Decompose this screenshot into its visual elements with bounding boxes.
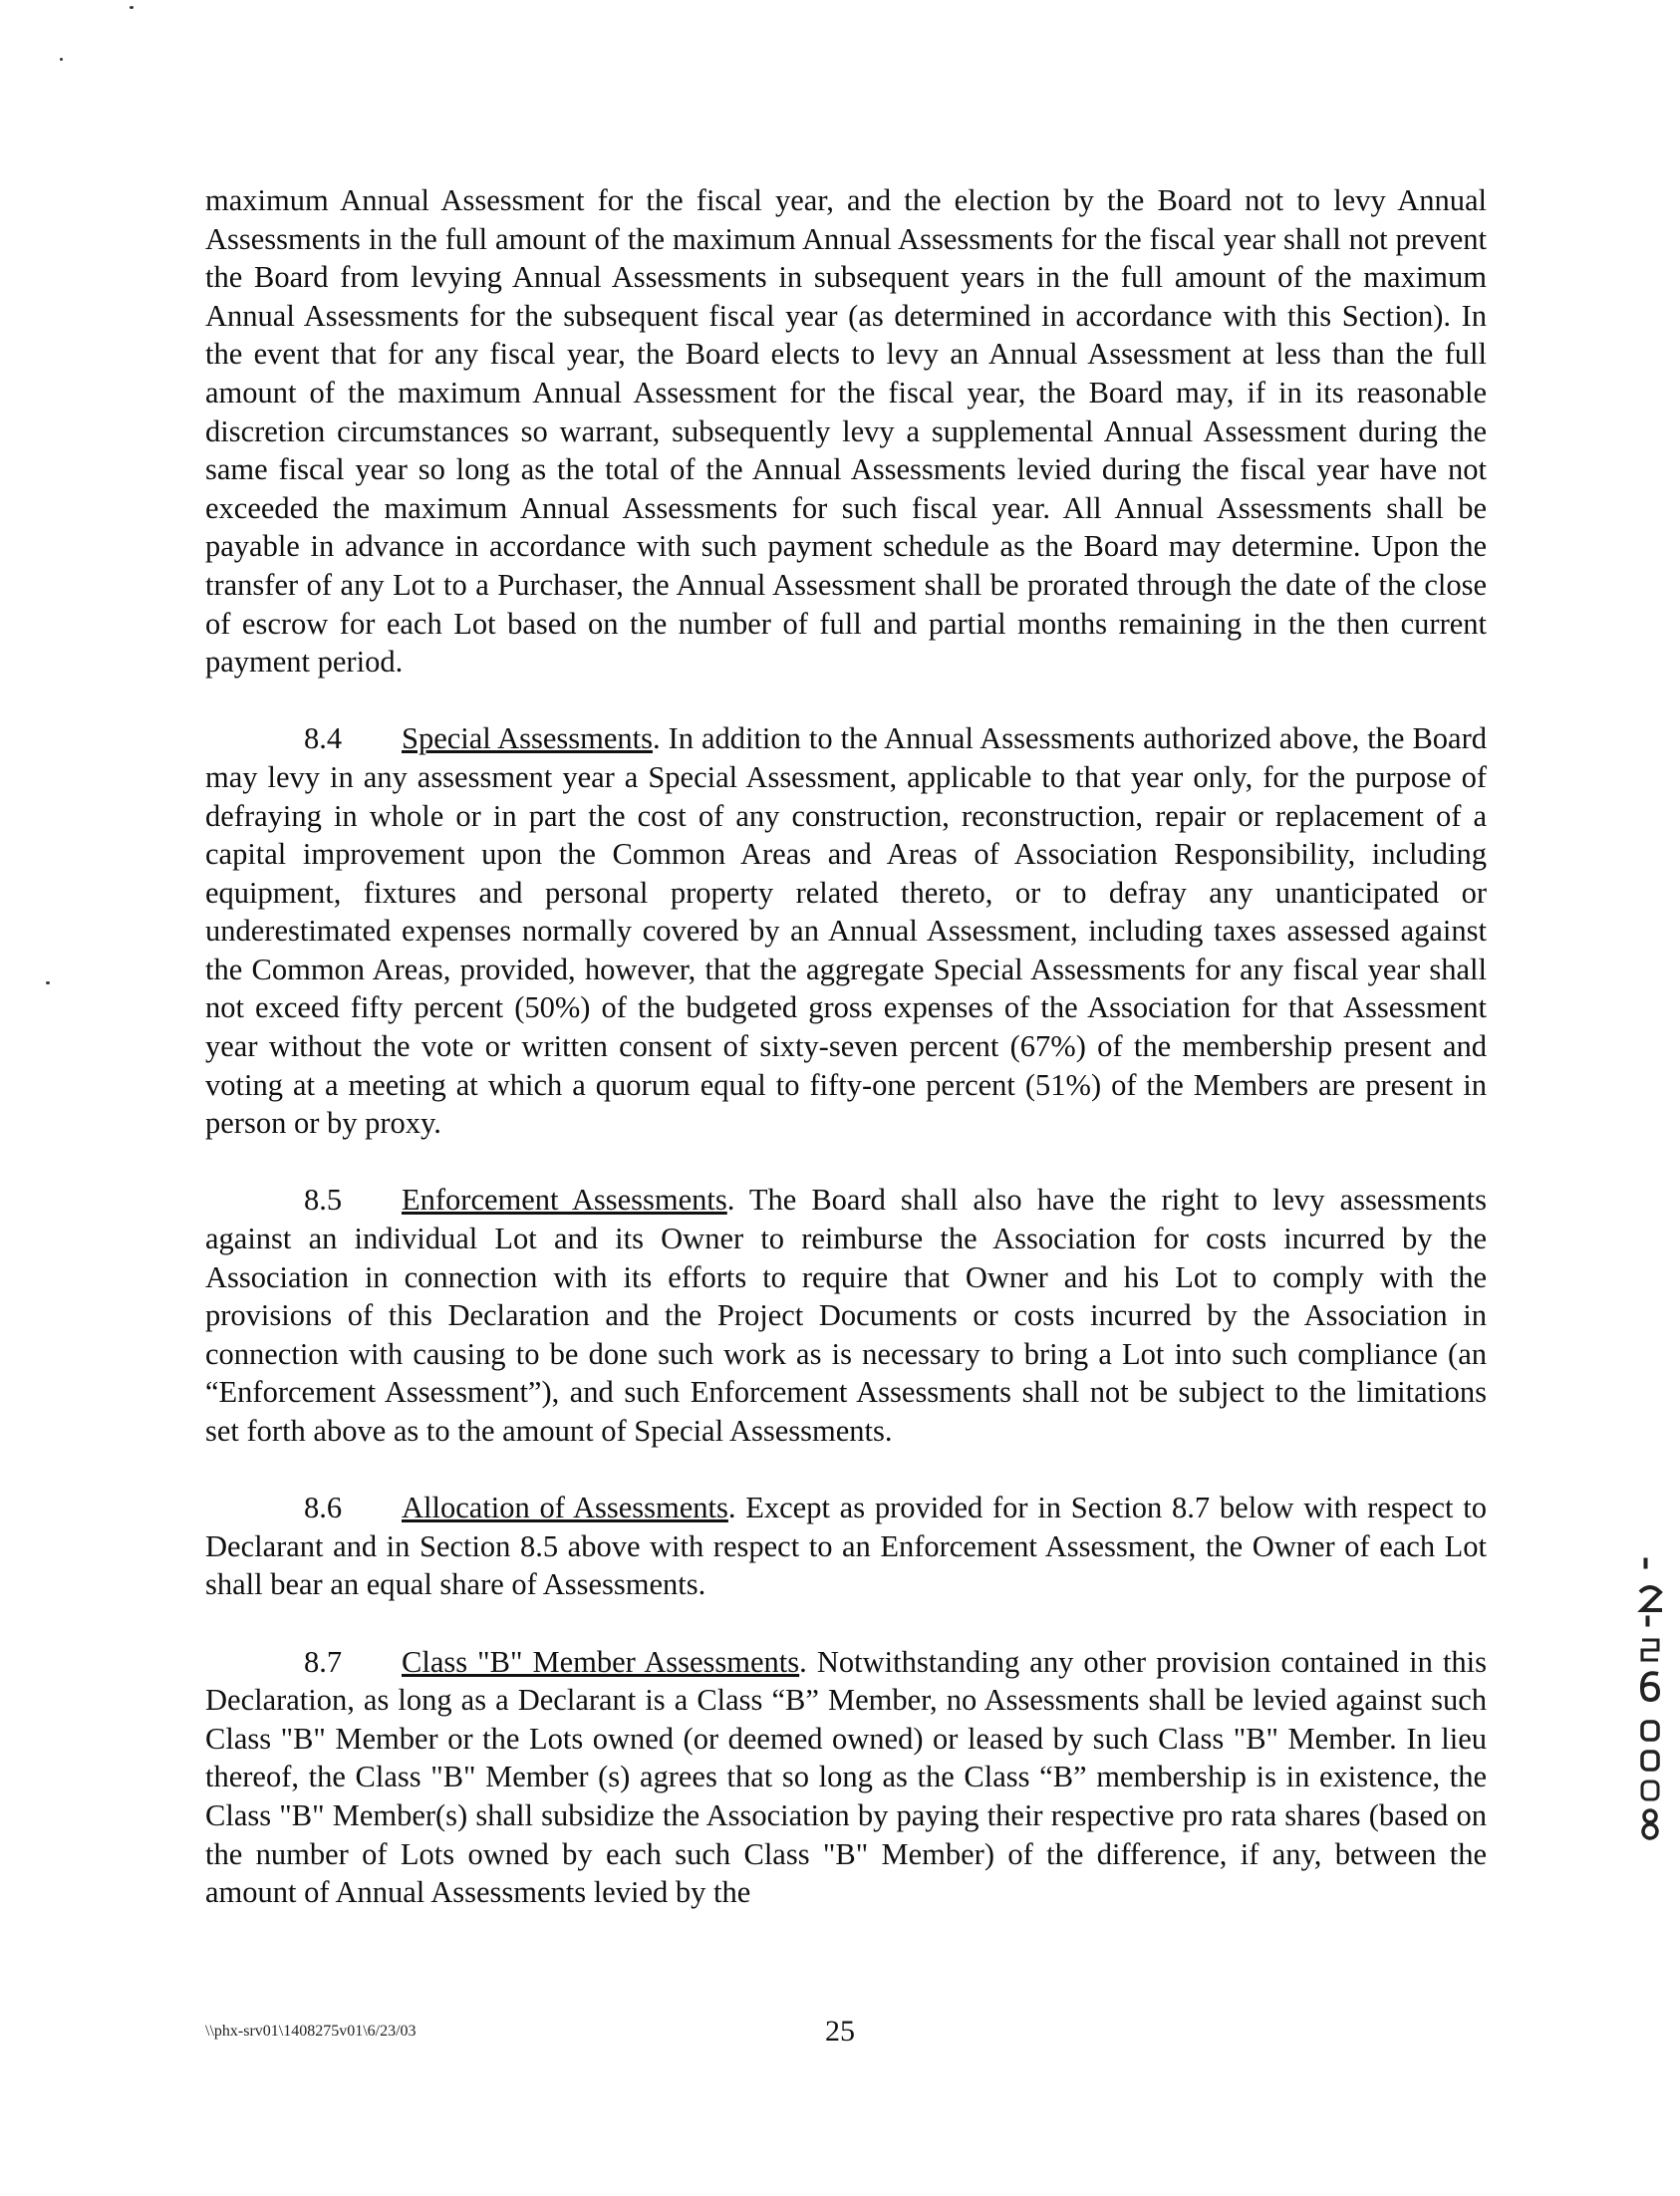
section-number: 8.6: [304, 1491, 343, 1525]
paragraph-text: . Notwithstanding any other provision contained in this Declaration, as long as a Declarant is a Class “B” Member, no Assessments shall be levied against such Class "B" Member or the Lots owned (or deemed owned) or leased by such Class "B" Member. In lieu thereof, the Class "B" Member (s) agrees that so long as the Class “B” membership is in existence, the Class "B" Member(s) shall subsidize the Association by paying their respective pro rata shares (based on the number of Lots owned by each such Class "B" Member) of the difference, if any, between the amount of Annual Assessments levied by the: [205, 1644, 1488, 1910]
page-number: 25: [825, 2015, 855, 2048]
paragraph-section-8-7: [205, 1643, 1487, 1912]
scan-speck: [60, 58, 63, 61]
section-title: Enforcement Assessments: [402, 1183, 727, 1218]
section-title: Allocation of Assessments: [402, 1491, 728, 1525]
section-number: 8.4: [304, 721, 343, 756]
paragraph-section-8-5: [205, 1181, 1487, 1450]
section-number: 8.5: [304, 1183, 343, 1218]
paragraph-section-8-4: [205, 719, 1487, 1143]
section-title: Class "B" Member Assessments: [402, 1644, 800, 1679]
paragraph-text: . Except as provided for in Section 8.7 below with respect to Declarant and in Section 8.5 above with respect to an Enforcement Assessment, the Owner of each Lot shall bear an equal share of Assessments.: [205, 1491, 1487, 1602]
paragraph-continuation: [205, 181, 1487, 682]
paragraph-text: . The Board shall also have the right to levy assessments against an individual Lot and its Owner to reimburse the Association for costs incurred by the Association in connection with its efforts to require that Owner and his Lot to comply with the provisions of this Declaration and the Project Documents or costs incurred by the Association in connection with causing to be done such work as is necessary to bring a Lot into such compliance (an “Enforcement Assessment”), and such Enforcement Assessments shall not be subject to the limitations set forth above as to the amount of Special Assessments.: [205, 1183, 1487, 1448]
paragraph-section-8-6: [205, 1489, 1487, 1604]
section-title: Special Assessments: [402, 721, 653, 756]
footer-document-path: \\phx-srv01\1408275v01\6/23/03: [205, 2023, 417, 2040]
recording-number-stamp: [1630, 1554, 1670, 1853]
paragraph-text: . In addition to the Annual Assessments authorized above, the Board may levy in any assessment year a Special Assessment, applicable to that year only, for the purpose of defraying in whole or in part the cost of any construction, reconstruction, repair or replacement of a capital improvement upon the Common Areas and Areas of Association Responsibility, including equipment, fixtures and personal property related thereto, or to defray any unanticipated or underestimated expenses normally covered by an Annual Assessment, including taxes assessed against the Common Areas, provided, however, that the aggregate Special Assessments for any fiscal year shall not exceed fifty percent (50%) of the budgeted gross expenses of the Association for that Assessment year without the vote or written consent of sixty-seven percent (67%) of the membership present and voting at a meeting at which a quorum equal to fifty-one percent (51%) of the Members are present in person or by proxy.: [205, 721, 1487, 1141]
scan-speck: [130, 6, 134, 9]
scan-speck: [46, 981, 50, 984]
section-number: 8.7: [304, 1644, 343, 1679]
page-body: [205, 181, 1487, 1950]
paragraph-text: maximum Annual Assessment for the fiscal year, and the election by the Board not to levy Annual Assessments in the full amount of the maximum Annual Assessments for the fiscal year shall not prevent the Board from levying Annual Assessments in subsequent years in the full amount of the maximum Annual Assessments for the subsequent fiscal year (as determined in accordance with this Section). In the event that for any fiscal year, the Board elects to levy an Annual Assessment at less than the full amount of the maximum Annual Assessment for the fiscal year, the Board may, if in its reasonable discretion circumstances so warrant, subsequently levy a supplemental Annual Assessment during the same fiscal year so long as the total of the Annual Assessments levied during the fiscal year have not exceeded the maximum Annual Assessments for such fiscal year. All Annual Assessments shall be payable in advance in accordance with such payment schedule as the Board may determine. Upon the transfer of any Lot to a Purchaser, the Annual Assessment shall be prorated through the date of the close of escrow for each Lot based on the number of full and partial months remaining in the then current payment period.: [205, 183, 1487, 680]
